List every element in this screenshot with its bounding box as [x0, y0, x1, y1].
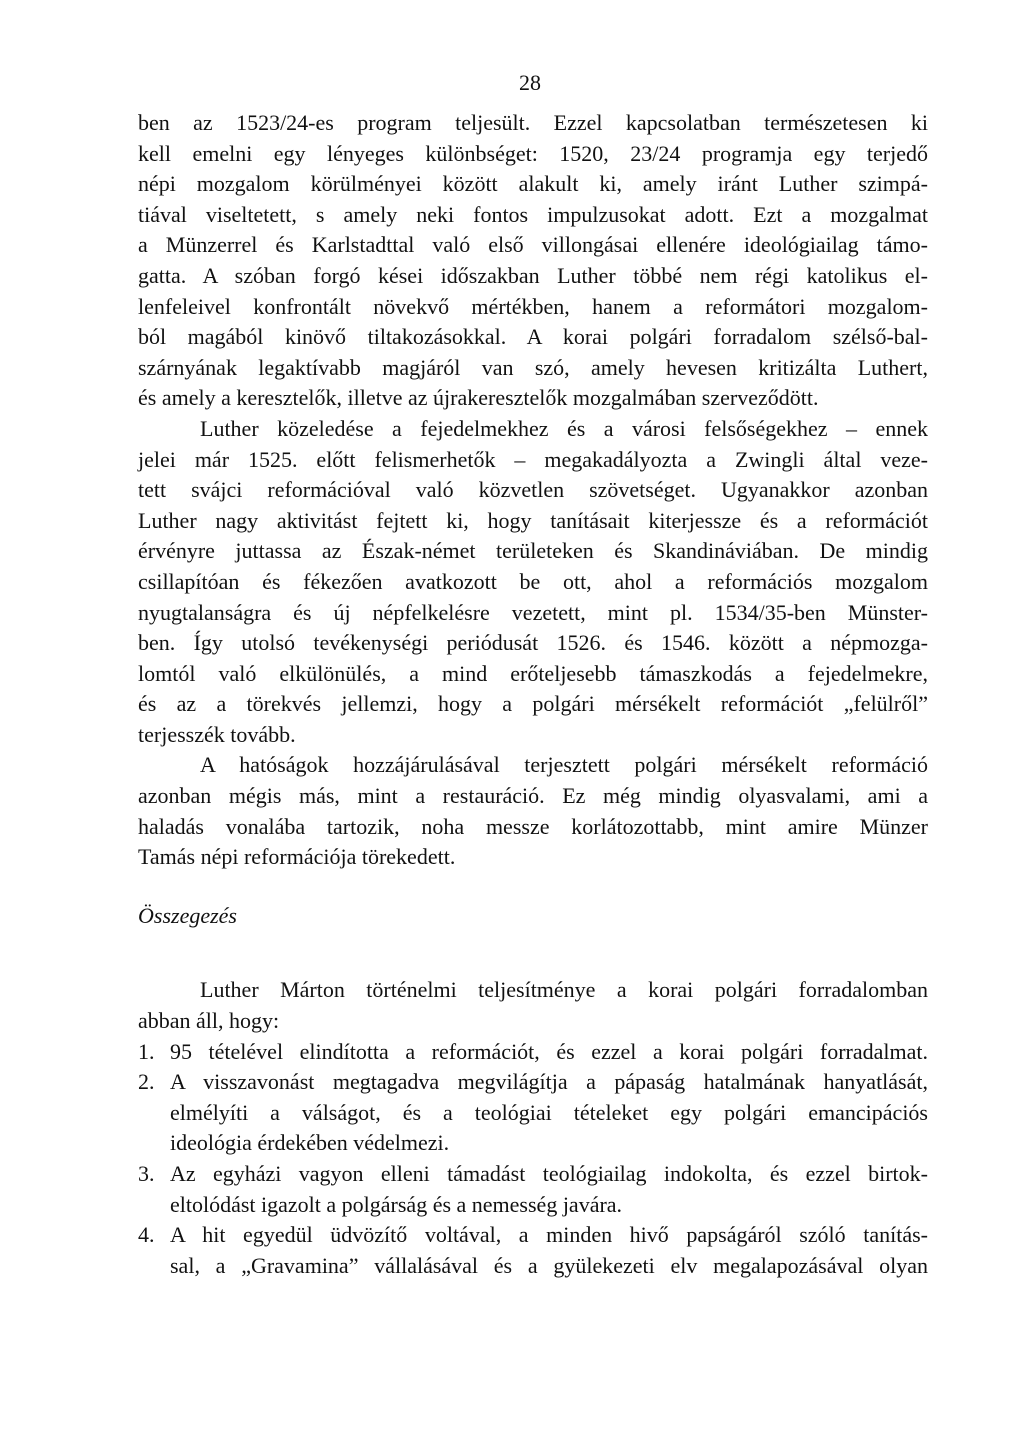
page-number: 28 — [519, 70, 541, 95]
list-item-continuation — [138, 1128, 928, 1159]
text-line: ben az 1523/24-es program teljesült. Ezzel kapcsolatban természetesen ki — [138, 110, 928, 135]
text-line: népi mozgalom körülményei között alakult ki, amely iránt Luther szimpá- — [138, 171, 928, 197]
text-line: csillapítóan és fékezően avatkozott be ott, ahol a reformációs mozgalom — [138, 568, 928, 594]
summary-list — [138, 1037, 928, 1282]
list-text: A visszavonást megtagadva megvilágítja a pápaság hatalmának hanyatlását, — [170, 1069, 928, 1095]
list-text: ideológia érdekében védelmezi. — [170, 1130, 450, 1156]
list-number: 4. — [138, 1222, 155, 1248]
text-line: tiával viseltetett, s amely neki fontos impulzusokat adott. Ezt a mozgalmat — [138, 201, 928, 227]
list-number: 3. — [138, 1161, 155, 1186]
list-text: eltolódást igazolt a polgárság és a nemesség javára. — [170, 1191, 623, 1217]
paragraph-3 — [138, 750, 928, 872]
text-line: Tamás népi reformációja törekedett. — [138, 844, 456, 870]
text-line: terjesszék tovább. — [138, 721, 296, 747]
list-text: A hit egyedül üdvözítő voltával, a minden hivő papságáról szóló tanítás- — [170, 1222, 928, 1248]
text-line: Luther közeledése a fejedelmekhez és a városi felsőségekhez – ennek — [200, 415, 928, 441]
list-item-continuation — [138, 1098, 928, 1129]
list-text: elmélyíti a válságot, és a teológiai tételeket egy polgári emancipációs — [170, 1099, 928, 1125]
text-line: abban áll, hogy: — [138, 1008, 280, 1034]
text-line: és az a törekvés jellemzi, hogy a polgári mérsékelt reformációt „felülről” — [138, 691, 928, 717]
text-line: tett svájci reformációval való közvetlen szövetséget. Ugyanakkor azonban — [138, 477, 928, 503]
page-body — [138, 108, 928, 1281]
paragraph-1 — [138, 108, 928, 414]
text-line: ben. Így utolsó tevékenységi periódusát 1526. és 1546. között a népmozga- — [138, 630, 928, 656]
list-text: sal, a „Gravamina” vállalásával és a gyülekezeti elv megalapozásával olyan — [170, 1252, 928, 1278]
text-line: A hatóságok hozzájárulásával terjesztett polgári mérsékelt reformáció — [200, 752, 928, 778]
text-line: kell emelni egy lényeges különbséget: 1520, 23/24 programja egy terjedő — [138, 140, 928, 166]
text-line: szárnyának legaktívabb magjáról van szó, amely hevesen kritizálta Luthert, — [138, 354, 928, 380]
text-line: Luther Márton történelmi teljesítménye a korai polgári forradalomban — [200, 977, 928, 1003]
text-line: Luther nagy aktivitást fejtett ki, hogy tanításait kiterjessze és a reformációt — [138, 507, 928, 533]
section-heading: Összegezés — [138, 902, 237, 928]
paragraph-2 — [138, 414, 928, 751]
list-item-continuation — [138, 1190, 928, 1221]
text-line: jelei már 1525. előtt felismerhetők – megakadályozta a Zwingli által veze- — [138, 446, 928, 472]
list-number: 1. — [138, 1038, 155, 1064]
list-text: Az egyházi vagyon elleni támadást teológiailag indokolta, és ezzel birtok- — [170, 1161, 928, 1186]
text-line: lenfeleivel konfrontált növekvő mértékben, hanem a reformátori mozgalom- — [138, 293, 928, 319]
text-line: ból magából kinövő tiltakozásokkal. A korai polgári forradalom szélső-bal- — [138, 324, 928, 350]
list-item — [138, 1159, 928, 1190]
text-line: gatta. A szóban forgó kései időszakban Luther többé nem régi katolikus el- — [138, 262, 928, 288]
list-item — [138, 1067, 928, 1098]
text-line: és amely a keresztelők, illetve az újrakeresztelők mozgalmában szerveződött. — [138, 385, 819, 411]
list-item-continuation — [138, 1251, 928, 1282]
text-line: nyugtalanságra és új népfelkelésre vezetett, mint pl. 1534/35-ben Münster- — [138, 599, 928, 625]
text-line: lomtól való elkülönülés, a mind erőteljesebb támaszkodás a fejedelmekre, — [138, 660, 928, 686]
list-text: 95 tételével elindította a reformációt, és ezzel a korai polgári forradalmat. — [170, 1038, 928, 1064]
list-item — [138, 1037, 928, 1068]
list-item — [138, 1220, 928, 1251]
text-line: azonban mégis más, mint a restauráció. Ez még mindig olyasvalami, ami a — [138, 783, 928, 809]
list-number: 2. — [138, 1069, 155, 1095]
text-line: érvényre juttassa az Észak-német területeken és Skandináviában. De mindig — [138, 538, 928, 564]
summary-intro — [138, 975, 928, 1036]
text-line: a Münzerrel és Karlstadttal való első villongásai ellenére ideológiailag támo- — [138, 232, 928, 258]
text-line: haladás vonalába tartozik, noha messze korlátozottabb, mint amire Münzer — [138, 813, 928, 839]
